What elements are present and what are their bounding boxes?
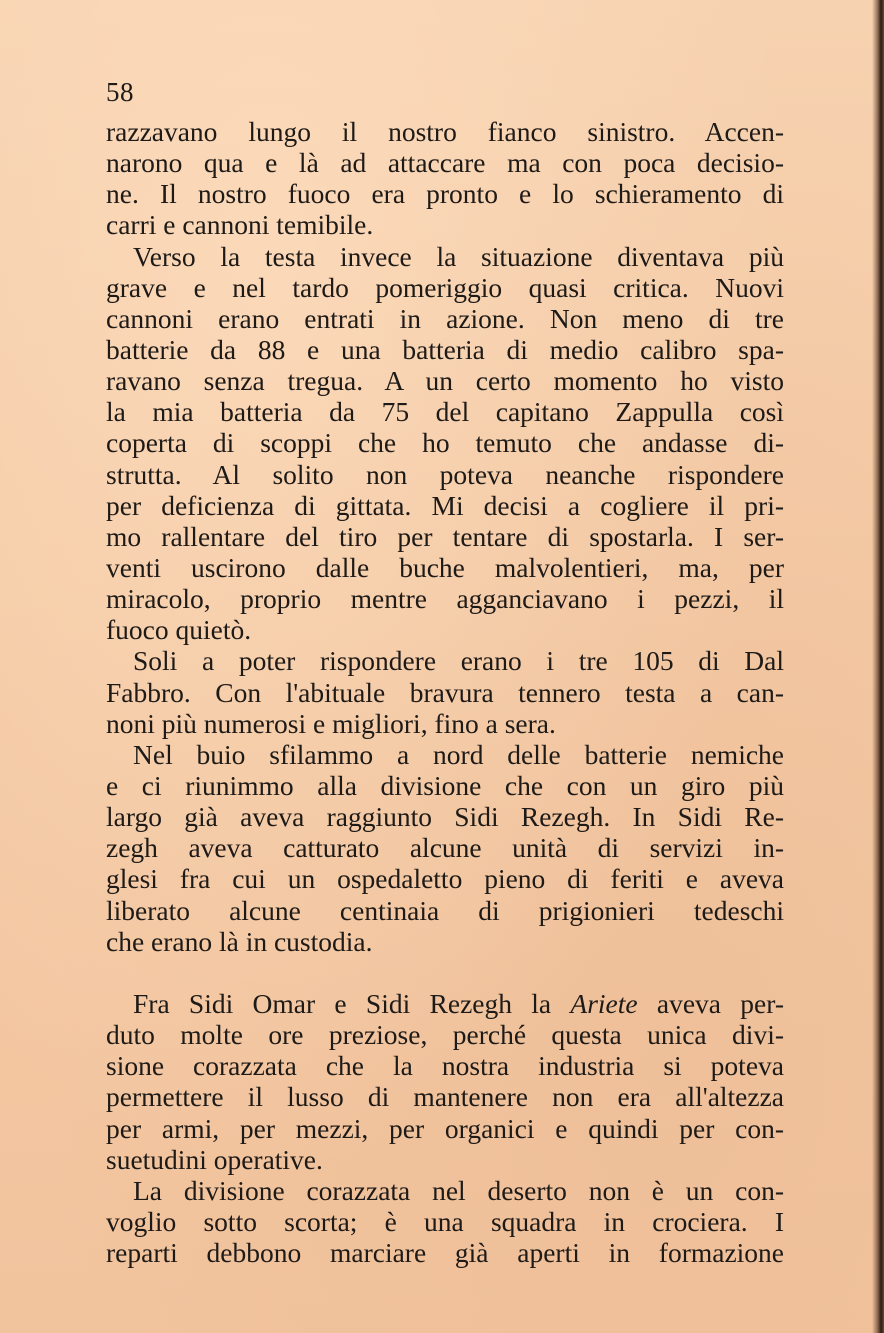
text-line: carri e cannoni temibile.	[106, 209, 374, 241]
text-span: Fra Sidi Omar e Sidi Rezegh la	[133, 987, 571, 1019]
text-line: reparti debbono marciare già aperti in formazione	[106, 1237, 784, 1269]
text-line: voglio sotto scorta; è una squadra in crociera. I	[106, 1205, 784, 1237]
text-line: permettere il lusso di mantenere non era all'altezza	[106, 1081, 784, 1113]
text-line: razzavano lungo il nostro fianco sinistro. Accen-	[106, 116, 784, 147]
text-line: Nel buio sfilammo a nord delle batterie nemiche	[133, 738, 784, 770]
text-line: ne. Il nostro fuoco era pronto e lo schieramento di	[106, 178, 784, 210]
text-line: sione corazzata che la nostra industria si poteva	[106, 1050, 784, 1082]
text-line: batterie da 88 e una batteria di medio calibro spa-	[106, 333, 784, 365]
text-line: strutta. Al solito non poteva neanche rispondere	[106, 458, 784, 490]
text-span: aveva per-	[637, 987, 784, 1019]
text-line: La divisione corazzata nel deserto non è un con-	[133, 1174, 784, 1206]
text-line: e ci riunimmo alla divisione che con un giro più	[106, 769, 784, 801]
body-text	[106, 116, 784, 1268]
text-line: largo già aveva raggiunto Sidi Rezegh. In Sidi Re-	[106, 801, 784, 833]
text-line: cannoni erano entrati in azione. Non meno di tre	[106, 302, 784, 334]
text-line: Fabbro. Con l'abituale bravura tennero testa a can-	[106, 676, 784, 708]
italic-division-name: Ariete	[570, 987, 638, 1019]
text-line: narono qua e là ad attaccare ma con poca decisio-	[106, 147, 784, 179]
text-line: che erano là in custodia.	[106, 925, 373, 957]
text-line: ravano senza tregua. A un certo momento ho visto	[106, 365, 784, 397]
text-line: per armi, per mezzi, per organici e quindi per con-	[106, 1112, 784, 1144]
text-line: venti uscirono dalle buche malvolentieri, ma, per	[106, 551, 784, 583]
text-line: Verso la testa invece la situazione diventava più	[133, 240, 784, 272]
text-line: glesi fra cui un ospedaletto pieno di feriti e aveva	[106, 863, 784, 895]
text-line: Soli a poter rispondere erano i tre 105 di Dal	[133, 645, 784, 677]
text-line: duto molte ore preziose, perché questa unica divi-	[106, 1019, 784, 1051]
text-line: la mia batteria da 75 del capitano Zappulla così	[106, 396, 784, 428]
text-line: mo rallentare del tiro per tentare di spostarla. I ser-	[106, 520, 784, 552]
text-line: zegh aveva catturato alcune unità di servizi in-	[106, 832, 784, 864]
text-line: suetudini operative.	[106, 1143, 323, 1175]
text-line: miracolo, proprio mentre agganciavano i pezzi, il	[106, 583, 784, 615]
text-line: liberato alcune centinaia di prigionieri tedeschi	[106, 894, 784, 926]
page-number: 58	[106, 77, 134, 107]
text-line-with-italic	[106, 988, 784, 1019]
text-line: coperta di scoppi che ho temuto che andasse di-	[106, 427, 784, 459]
text-line: noni più numerosi e migliori, fino a sera.	[106, 707, 556, 739]
book-binding-edge	[872, 0, 884, 1333]
text-line: fuoco quietò.	[106, 614, 252, 646]
text-line: per deficienza di gittata. Mi decisi a cogliere il pri-	[106, 489, 784, 521]
text-line: grave e nel tardo pomeriggio quasi critica. Nuovi	[106, 271, 784, 303]
